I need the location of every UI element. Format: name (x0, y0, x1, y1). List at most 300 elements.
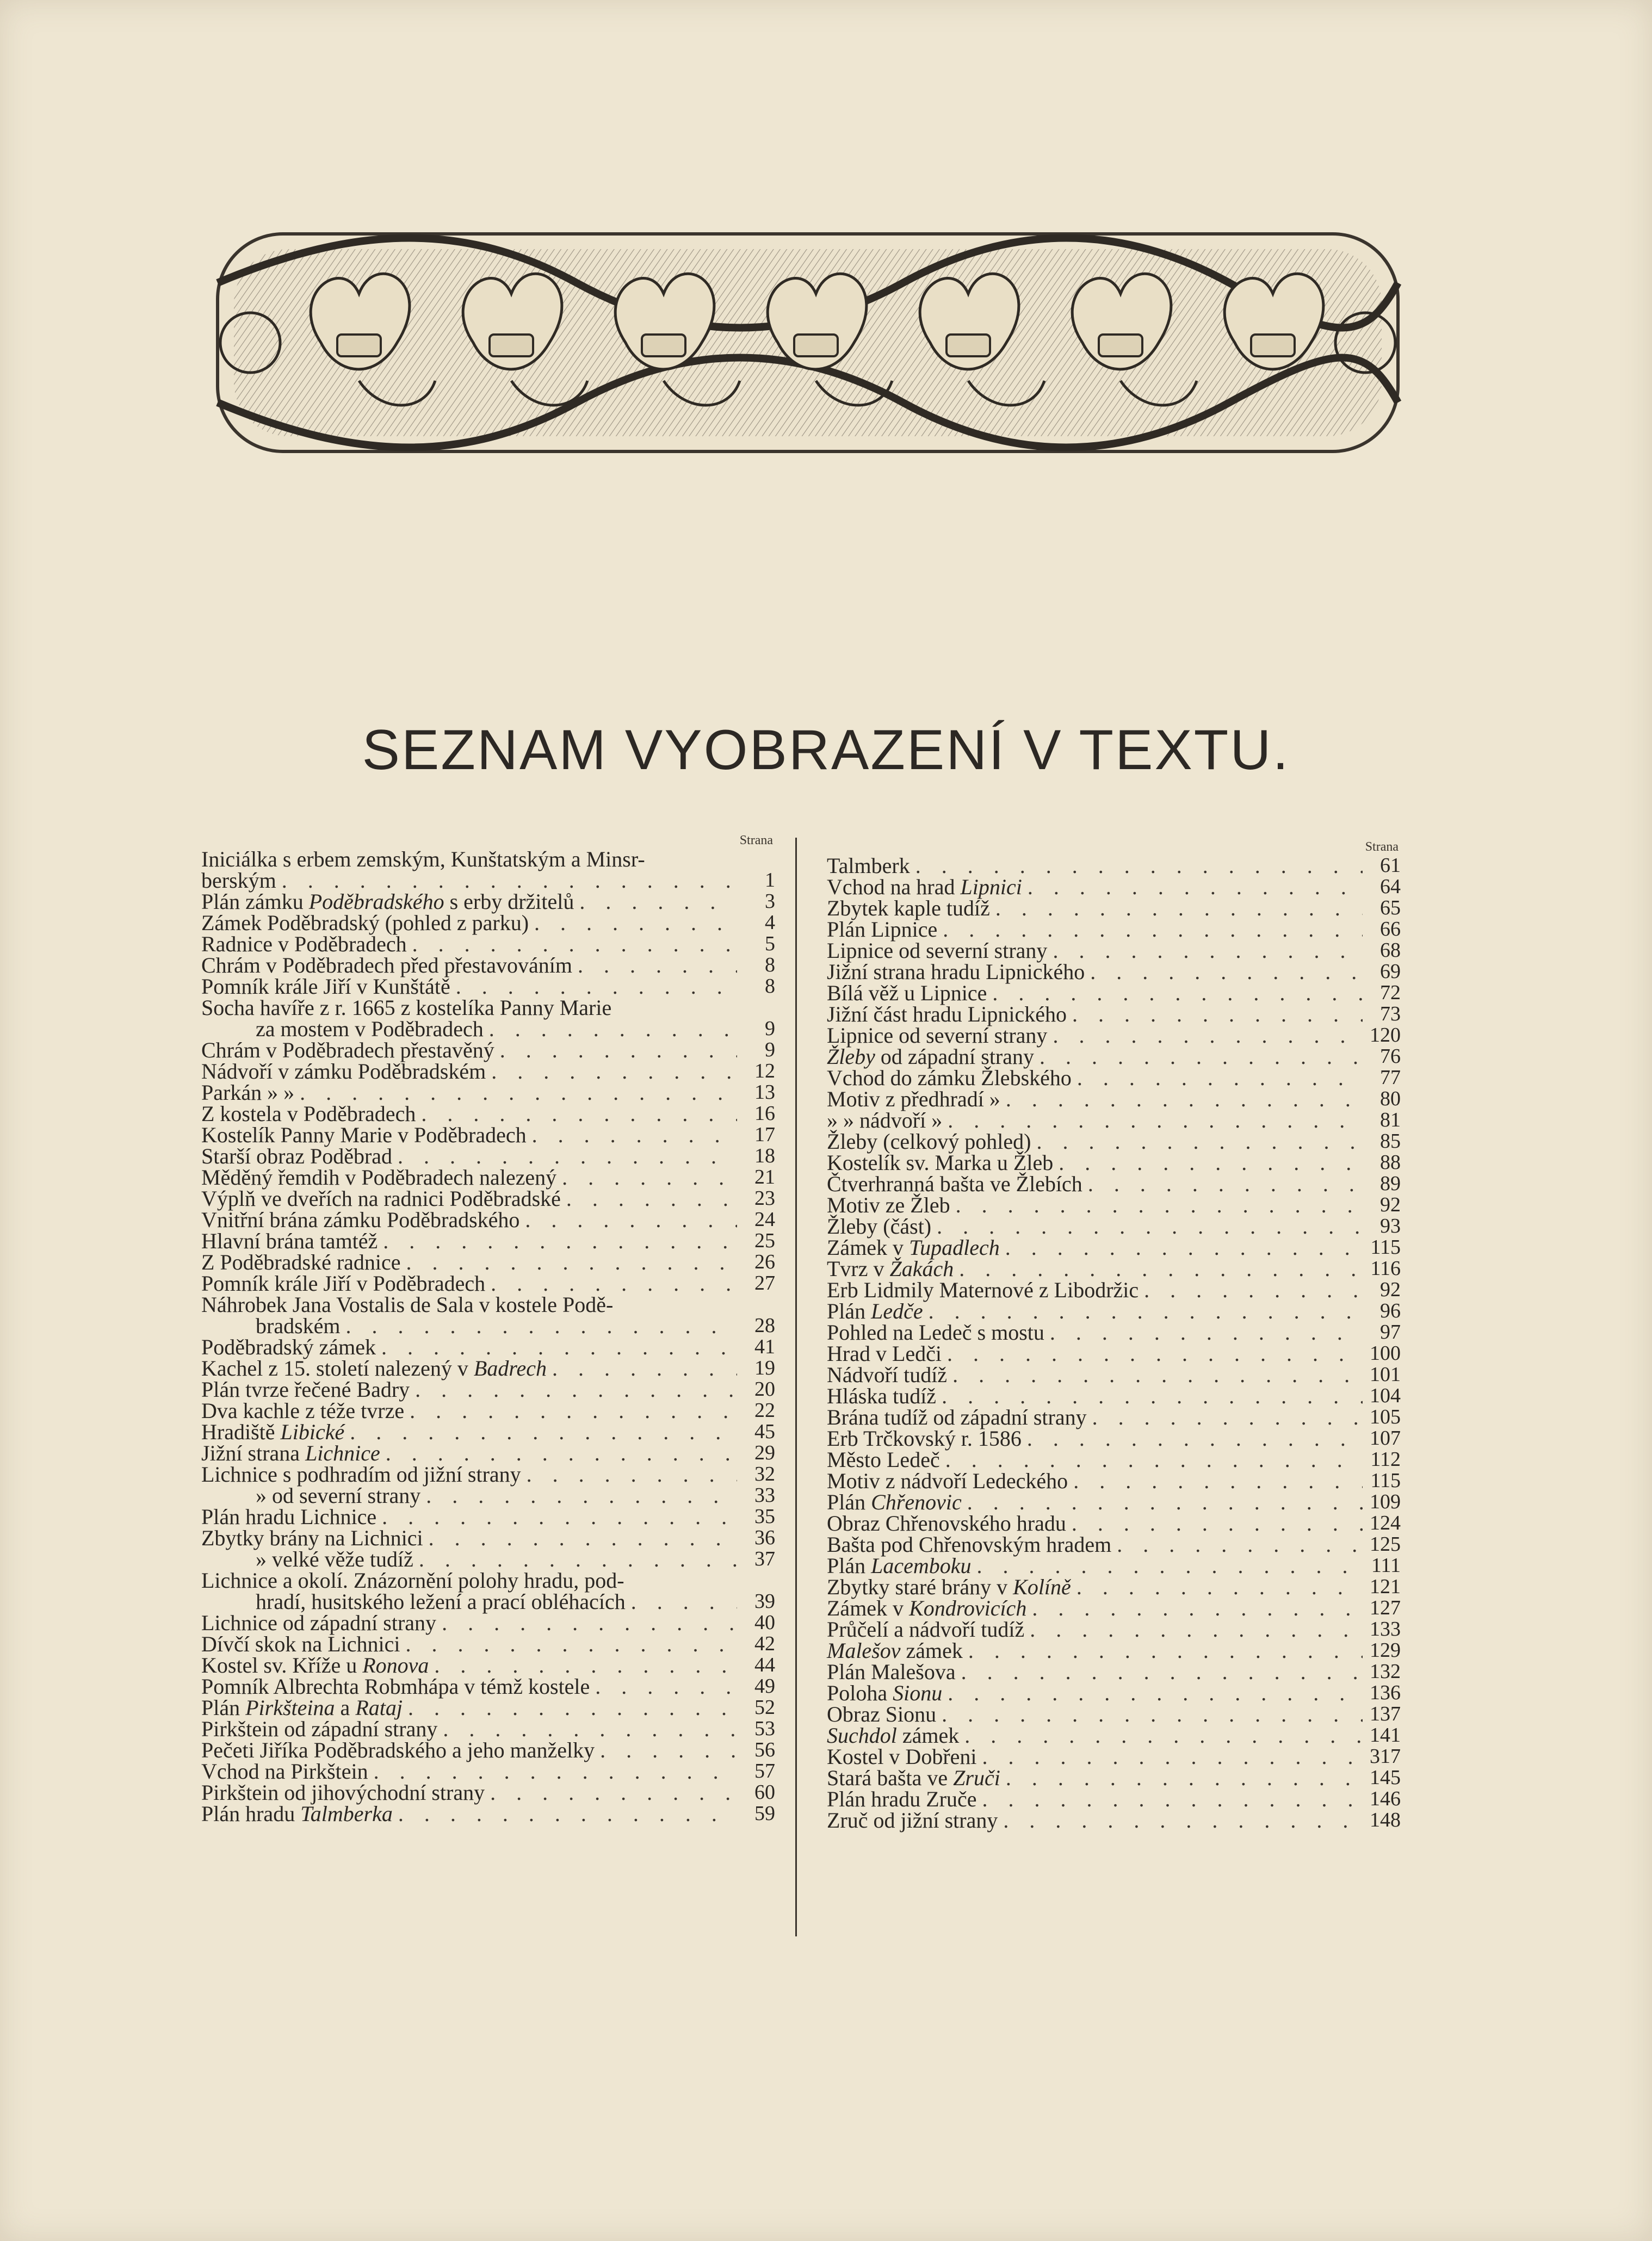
page-number: 92 (1380, 1278, 1401, 1301)
entry-title: Poděbradský zámek (201, 1335, 376, 1359)
entry-title: » velké věže tudíž (256, 1547, 413, 1571)
entry-row (827, 1598, 1401, 1619)
toc-entry (201, 1697, 775, 1718)
leader-dots (1027, 1428, 1363, 1449)
toc-entry (201, 1570, 775, 1612)
toc-entry (827, 1407, 1401, 1428)
page-number: 61 (1380, 854, 1401, 877)
entry-title: Talmberk (827, 853, 910, 878)
entry-row (201, 1782, 775, 1803)
page-number: 35 (754, 1505, 775, 1528)
leader-dots (412, 933, 737, 955)
toc-entry (201, 1549, 775, 1570)
entry-row (201, 1315, 775, 1336)
leader-dots (578, 955, 737, 976)
entry-row (827, 1258, 1401, 1279)
page-number: 53 (754, 1717, 775, 1740)
entry-title: Stará bašta ve Zruči (827, 1766, 1000, 1790)
entry-title: Vchod do zámku Žlebského (827, 1066, 1072, 1090)
toc-left-column (201, 832, 775, 1824)
entry-title-italic: Suchdol (827, 1723, 897, 1748)
toc-entry (827, 1513, 1401, 1534)
toc-entry (827, 855, 1401, 876)
leader-dots (491, 1273, 737, 1294)
decorative-ornament-band (196, 201, 1420, 484)
page-number: 65 (1380, 896, 1401, 919)
entry-title-line: Socha havíře z r. 1665 z kostelíka Panny Marie (201, 995, 612, 1020)
entry-title: Pomník Albrechta Robmhápa v témž kostele (201, 1674, 590, 1699)
entry-title-italic: Žakách (889, 1256, 954, 1281)
entry-title: Zbytky brány na Lichnici (201, 1526, 423, 1550)
page-number: 80 (1380, 1087, 1401, 1110)
entry-title: Chrám v Poděbradech před přestavováním (201, 953, 573, 977)
entry-title-line: Lichnice a okolí. Znázornění polohy hradu, pod- (201, 1568, 624, 1593)
leader-dots (948, 1682, 1363, 1704)
entry-row (201, 1549, 775, 1570)
toc-entry (201, 1464, 775, 1485)
leader-dots (442, 1612, 737, 1633)
page-number: 317 (1370, 1745, 1401, 1768)
entry-row (827, 1279, 1401, 1301)
toc-entry (827, 1682, 1401, 1704)
page-number: 8 (765, 954, 775, 976)
toc-entry (827, 1152, 1401, 1173)
leader-dots (429, 1527, 737, 1549)
toc-entry (827, 1619, 1401, 1640)
entry-title: Jižní část hradu Lipnického (827, 1002, 1067, 1026)
leader-dots (419, 1549, 737, 1570)
entry-row (201, 1718, 775, 1739)
leader-dots (959, 1258, 1363, 1279)
entry-title: Zbytky staré brány v Kolíně (827, 1575, 1071, 1599)
entry-title: Brána tudíž od západní strany (827, 1405, 1087, 1429)
page-number: 4 (765, 911, 775, 934)
leader-dots (408, 1697, 737, 1718)
entry-title: Motiv z nádvoří Ledeckého (827, 1469, 1068, 1493)
leader-dots (937, 1216, 1363, 1237)
toc-entry (201, 891, 775, 912)
leader-dots (534, 912, 737, 933)
leader-dots (968, 1640, 1363, 1661)
toc-entry (201, 1803, 775, 1824)
leader-dots (1036, 1131, 1363, 1152)
toc-entry (201, 1612, 775, 1633)
page-number: 5 (765, 932, 775, 955)
entry-title: Malešov zámek (827, 1638, 963, 1663)
entry-title-italic: Ledče (871, 1299, 923, 1323)
entry-title-italic: Malešov (827, 1638, 901, 1663)
entry-row (201, 1273, 775, 1294)
entry-row (827, 1555, 1401, 1576)
entry-row (827, 1428, 1401, 1449)
page-number: 72 (1380, 981, 1401, 1004)
toc-entry (201, 997, 775, 1039)
toc-entry (201, 1061, 775, 1082)
entry-title: Zámek Poděbradský (pohled z parku) (201, 911, 529, 935)
entry-title-line: berským (201, 868, 276, 893)
leader-dots (346, 1315, 737, 1336)
entry-title: Lipnice od severní strany (827, 1023, 1048, 1048)
page-number: 49 (754, 1675, 775, 1698)
leader-dots (1092, 1407, 1363, 1428)
leader-dots (491, 1061, 737, 1082)
leader-dots (562, 1167, 737, 1188)
leader-dots (995, 897, 1363, 919)
entry-title: Zámek v Tupadlech (827, 1235, 1000, 1260)
leader-dots (992, 982, 1363, 1004)
toc-entry (827, 1385, 1401, 1407)
entry-row (827, 1788, 1401, 1810)
entry-row (201, 1591, 775, 1612)
entry-title: Žleby (část) (827, 1214, 932, 1239)
strana-label: Strana (739, 833, 773, 847)
leader-dots (532, 1124, 737, 1146)
leader-dots (382, 1506, 737, 1527)
page-number: 16 (754, 1102, 775, 1125)
entry-title: Jižní strana Lichnice (201, 1441, 380, 1465)
leader-dots (374, 1761, 737, 1782)
leader-dots (1032, 1598, 1363, 1619)
page-number: 96 (1380, 1299, 1401, 1322)
leader-dots (410, 1400, 737, 1421)
entry-title-italic: Lacemboku (871, 1553, 972, 1578)
toc-entry (201, 1167, 775, 1188)
leader-dots (489, 1018, 737, 1039)
leader-dots (350, 1421, 737, 1443)
entry-row (201, 1209, 775, 1230)
leader-dots (1005, 1237, 1363, 1258)
entry-title-line: hradí, husitského ležení a prací obléhacích (256, 1589, 626, 1614)
toc-entry (201, 1485, 775, 1506)
toc-entry (201, 1718, 775, 1739)
entry-title: Pirkštein od jihovýchodní strany (201, 1780, 485, 1805)
entry-title: Poloha Sionu (827, 1681, 943, 1705)
toc-entry (827, 1301, 1401, 1322)
leader-dots (945, 1449, 1363, 1470)
entry-row (827, 1364, 1401, 1385)
page-number: 89 (1380, 1172, 1401, 1195)
toc-entry (201, 1124, 775, 1146)
entry-row (827, 1746, 1401, 1767)
entry-title: Kostel v Dobřeni (827, 1744, 977, 1769)
page-number: 115 (1370, 1236, 1401, 1259)
entry-title: Pomník krále Jiří v Kunštátě (201, 974, 450, 999)
toc-entry (827, 1746, 1401, 1767)
leader-dots (1117, 1534, 1363, 1555)
toc-entry (827, 1576, 1401, 1598)
toc-entry (201, 1252, 775, 1273)
leader-dots (456, 976, 737, 997)
entry-title: Žleby od západní strany (827, 1044, 1035, 1069)
entry-title: Pečeti Jiříka Poděbradského a jeho manželky (201, 1738, 595, 1762)
entry-row (201, 1506, 775, 1527)
leader-dots (381, 1336, 737, 1358)
toc-entry (827, 961, 1401, 982)
entry-title-italic: Chřenovic (871, 1490, 962, 1514)
entry-row (827, 1661, 1401, 1682)
leader-dots (398, 1803, 737, 1824)
leader-dots (595, 1676, 737, 1697)
page-number: 111 (1371, 1554, 1401, 1577)
page-number: 101 (1370, 1363, 1401, 1386)
entry-title: Zruč od jižní strany (827, 1808, 998, 1833)
toc-entry (201, 1676, 775, 1697)
page-number: 45 (754, 1420, 775, 1443)
entry-row (827, 1385, 1401, 1407)
toc-entry (201, 1188, 775, 1209)
leader-dots (490, 1782, 737, 1803)
toc-entry (201, 1146, 775, 1167)
entry-title-italic: Ronova (362, 1653, 429, 1677)
page-number: 124 (1370, 1512, 1401, 1534)
entry-title: Hláska tudíž (827, 1384, 937, 1408)
entry-row (201, 1124, 775, 1146)
entry-row (827, 1216, 1401, 1237)
entry-title: Žleby (celkový pohled) (827, 1129, 1031, 1154)
entry-row (827, 1131, 1401, 1152)
entry-title: Pohled na Ledeč s mostu (827, 1320, 1044, 1345)
page-number: 39 (754, 1590, 775, 1613)
toc-entry (827, 919, 1401, 940)
page-number: 64 (1380, 875, 1401, 898)
entry-title-line: za mostem v Poděbradech (256, 1017, 484, 1041)
page-number: 133 (1370, 1618, 1401, 1640)
page-number: 44 (754, 1654, 775, 1676)
entry-row (201, 1697, 775, 1718)
toc-entry (201, 976, 775, 997)
leader-dots (443, 1718, 737, 1739)
entry-title: Lichnice od západní strany (201, 1611, 437, 1635)
page-number: 56 (754, 1738, 775, 1761)
page-number: 136 (1370, 1681, 1401, 1704)
entry-title: Obraz Chřenovského hradu (827, 1511, 1066, 1536)
toc-entry (827, 1279, 1401, 1301)
entry-row (827, 1322, 1401, 1343)
entry-row (201, 1655, 775, 1676)
entry-title: Plán Lipnice (827, 917, 938, 942)
page-number: 137 (1370, 1703, 1401, 1725)
toc-entry (827, 1322, 1401, 1343)
entry-row (827, 1449, 1401, 1470)
page-number: 19 (754, 1357, 775, 1379)
entry-title: Erb Lidmily Maternové z Libodržic (827, 1278, 1139, 1302)
leader-dots (405, 1633, 737, 1655)
entry-title: Zámek v Kondrovicích (827, 1596, 1027, 1620)
entry-title: Zbytek kaple tudíž (827, 896, 990, 920)
entry-title: Plán Ledče (827, 1299, 923, 1323)
toc-entry (827, 1110, 1401, 1131)
page-number: 81 (1380, 1109, 1401, 1131)
page-number: 23 (754, 1187, 775, 1210)
entry-row (827, 876, 1401, 897)
page-number: 66 (1380, 918, 1401, 940)
entry-title: Tvrz v Žakách (827, 1256, 954, 1281)
toc-entry (201, 912, 775, 933)
entry-row (201, 1676, 775, 1697)
entry-row (201, 1633, 775, 1655)
page-number: 92 (1380, 1193, 1401, 1216)
toc-entry (827, 1555, 1401, 1576)
toc-entry (201, 1633, 775, 1655)
entry-row (827, 919, 1401, 940)
toc-entry (827, 940, 1401, 961)
leader-dots (1003, 1810, 1363, 1831)
leader-dots (1090, 961, 1363, 982)
page-number: 109 (1370, 1490, 1401, 1513)
toc-entry (201, 1294, 775, 1336)
entry-row (201, 870, 775, 891)
entry-row (201, 955, 775, 976)
page-number: 125 (1370, 1533, 1401, 1556)
entry-title: Plán Pirkšteina a Rataj (201, 1695, 403, 1720)
entry-title: Lipnice od severní strany (827, 938, 1048, 963)
entry-row (827, 897, 1401, 919)
page-number: 57 (754, 1760, 775, 1782)
entry-title: » » nádvoří » (827, 1108, 943, 1132)
entry-title: Plán zámku Poděbradského s erby držitelů (201, 889, 574, 914)
toc-entry (827, 897, 1401, 919)
toc-entry (827, 1767, 1401, 1788)
leader-dots (566, 1188, 737, 1209)
entry-title: Výplň ve dveřích na radnici Poděbradské (201, 1186, 561, 1211)
page-number: 9 (765, 1038, 775, 1061)
toc-entry (827, 1788, 1401, 1810)
toc-entry (201, 1655, 775, 1676)
toc-entry (201, 1358, 775, 1379)
toc-entry (827, 1725, 1401, 1746)
entry-row (201, 1527, 775, 1549)
entry-row (827, 1491, 1401, 1513)
page-number: 145 (1370, 1766, 1401, 1789)
entry-title: Chrám v Poděbradech přestavěný (201, 1038, 494, 1062)
toc-entry (827, 1004, 1401, 1025)
leader-dots (386, 1443, 737, 1464)
leader-dots (421, 1103, 737, 1124)
toc-entry (827, 1067, 1401, 1088)
leader-dots (434, 1655, 737, 1676)
leader-dots (1073, 1470, 1363, 1491)
entry-title: Plán Malešova (827, 1660, 956, 1684)
entry-title: Starší obraz Poděbrad (201, 1144, 393, 1168)
entry-row (201, 1379, 775, 1400)
page-number: 146 (1370, 1787, 1401, 1810)
entry-row (827, 1194, 1401, 1216)
entry-title: Dívčí skok na Lichnici (201, 1632, 400, 1656)
leader-dots (1144, 1279, 1363, 1301)
leader-dots (1040, 1046, 1363, 1067)
entry-title-line: Iniciálka s erbem zemským, Kunštatským a Minsr- (201, 847, 645, 871)
entry-title: Kostelík Panny Marie v Poděbradech (201, 1123, 527, 1147)
entry-title: Motiv ze Žleb (827, 1193, 950, 1217)
entry-row (201, 1400, 775, 1421)
page-number: 141 (1370, 1724, 1401, 1747)
entry-title-italic: Kondrovicích (909, 1596, 1027, 1620)
page-number: 77 (1380, 1066, 1401, 1089)
leader-dots (1006, 1088, 1363, 1110)
page-number: 13 (754, 1081, 775, 1104)
toc-entry (827, 1661, 1401, 1682)
page-number: 29 (754, 1441, 775, 1464)
entry-row (201, 1336, 775, 1358)
entry-title: Plán Chřenovic (827, 1490, 962, 1514)
entry-row (201, 1103, 775, 1124)
strana-label: Strana (1365, 840, 1399, 854)
entry-title: Vchod na hrad Lipnici (827, 875, 1022, 899)
toc-entry (827, 1237, 1401, 1258)
entry-title: Z kostela v Poděbradech (201, 1101, 416, 1126)
leader-dots (956, 1194, 1363, 1216)
entry-title: Plán hradu Lichnice (201, 1505, 377, 1529)
toc-entry (827, 1810, 1401, 1831)
leader-dots (398, 1146, 737, 1167)
page-number: 28 (754, 1314, 775, 1337)
toc-entry (201, 1230, 775, 1252)
leader-dots (1076, 1576, 1363, 1598)
entry-row (827, 1725, 1401, 1746)
toc-entry (201, 1209, 775, 1230)
entry-row (827, 1173, 1401, 1194)
entry-title-line: Náhrobek Jana Vostalis de Sala v kostele Podě- (201, 1292, 614, 1317)
toc-entry (201, 1082, 775, 1103)
leader-dots (415, 1379, 737, 1400)
page-number: 24 (754, 1208, 775, 1231)
toc-entry (201, 1527, 775, 1549)
entry-row (201, 1146, 775, 1167)
leader-dots (383, 1230, 737, 1252)
entry-row (827, 1767, 1401, 1788)
leader-dots (977, 1555, 1363, 1576)
leader-dots (942, 1704, 1363, 1725)
toc-entry (201, 1039, 775, 1061)
entry-row (827, 1576, 1401, 1598)
entry-row (827, 1110, 1401, 1131)
page-number: 20 (754, 1378, 775, 1401)
page-number: 9 (765, 1017, 775, 1040)
entry-title-italic: Sionu (893, 1681, 943, 1705)
entry-title-italic: Libické (280, 1420, 345, 1444)
entry-title-italic: Zruči (953, 1766, 1000, 1790)
entry-title: Hrad v Ledči (827, 1341, 942, 1366)
entry-title: Plán hradu Zruče (827, 1787, 977, 1811)
page-number: 37 (754, 1547, 775, 1570)
entry-row (827, 855, 1401, 876)
entry-title: Hlavní brána tamtéž (201, 1229, 378, 1253)
toc-entry (827, 1046, 1401, 1067)
toc-entry (201, 1782, 775, 1803)
column-divider (795, 838, 797, 1936)
leader-dots (579, 891, 737, 912)
entry-row (827, 1004, 1401, 1025)
toc-entry (201, 1379, 775, 1400)
toc-entry (201, 1739, 775, 1761)
page-number: 17 (754, 1123, 775, 1146)
toc-entry (827, 1088, 1401, 1110)
page-number: 40 (754, 1611, 775, 1634)
page-number: 68 (1380, 939, 1401, 962)
entry-row (201, 1421, 775, 1443)
page-number: 3 (765, 890, 775, 913)
entry-row (827, 1301, 1401, 1322)
page-number: 129 (1370, 1639, 1401, 1662)
page-number: 12 (754, 1060, 775, 1082)
page-number: 148 (1370, 1809, 1401, 1831)
entry-row (201, 1803, 775, 1824)
toc-entry (827, 1343, 1401, 1364)
entry-row (201, 1612, 775, 1633)
page-number: 85 (1380, 1130, 1401, 1153)
toc-entry (827, 1216, 1401, 1237)
leader-dots (631, 1591, 737, 1612)
